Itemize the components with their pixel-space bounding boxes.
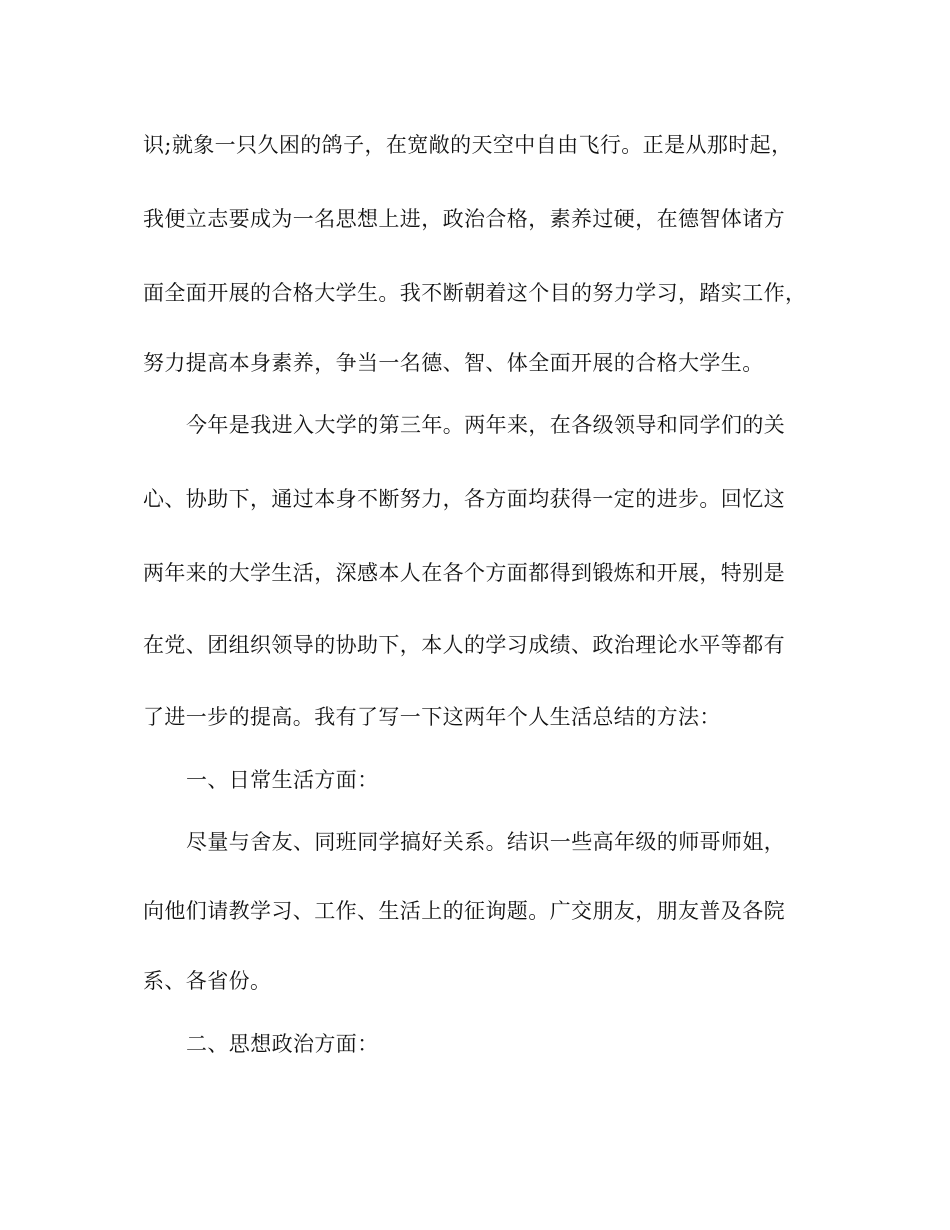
paragraph-line: 我便立志要成为一名思想上进，政治合格，素养过硬，在德智体诸方: [143, 207, 785, 231]
paragraph-line: 识;就象一只久困的鸽子，在宽敞的天空中自由飞行。正是从那时起，: [143, 133, 793, 157]
paragraph-line: 在党、团组织领导的协助下，本人的学习成绩、政治理论水平等都有: [143, 633, 785, 657]
paragraph-line: 两年来的大学生活，深感本人在各个方面都得到锻炼和开展，特别是: [143, 561, 785, 585]
paragraph-line: 系、各省份。: [143, 969, 272, 993]
paragraph-line: 向他们请教学习、工作、生活上的征询题。广交朋友，朋友普及各院: [143, 899, 785, 923]
section-heading-political-thought: 二、思想政治方面：: [186, 1032, 379, 1056]
section-heading-daily-life: 一、日常生活方面：: [186, 768, 379, 792]
paragraph-line: 心、协助下，通过本身不断努力，各方面均获得一定的进步。回忆这: [143, 487, 785, 511]
paragraph-line: 面全面开展的合格大学生。我不断朝着这个目的努力学习，踏实工作，: [143, 281, 807, 305]
paragraph-first-line: 今年是我进入大学的第三年。两年来，在各级领导和同学们的关: [186, 413, 786, 437]
paragraph-first-line: 尽量与舍友、同班同学搞好关系。结识一些高年级的师哥师姐，: [186, 830, 786, 854]
paragraph-line: 了进一步的提高。我有了写一下这两年个人生活总结的方法：: [143, 705, 721, 729]
paragraph-line: 努力提高本身素养，争当一名德、智、体全面开展的合格大学生。: [143, 351, 764, 375]
